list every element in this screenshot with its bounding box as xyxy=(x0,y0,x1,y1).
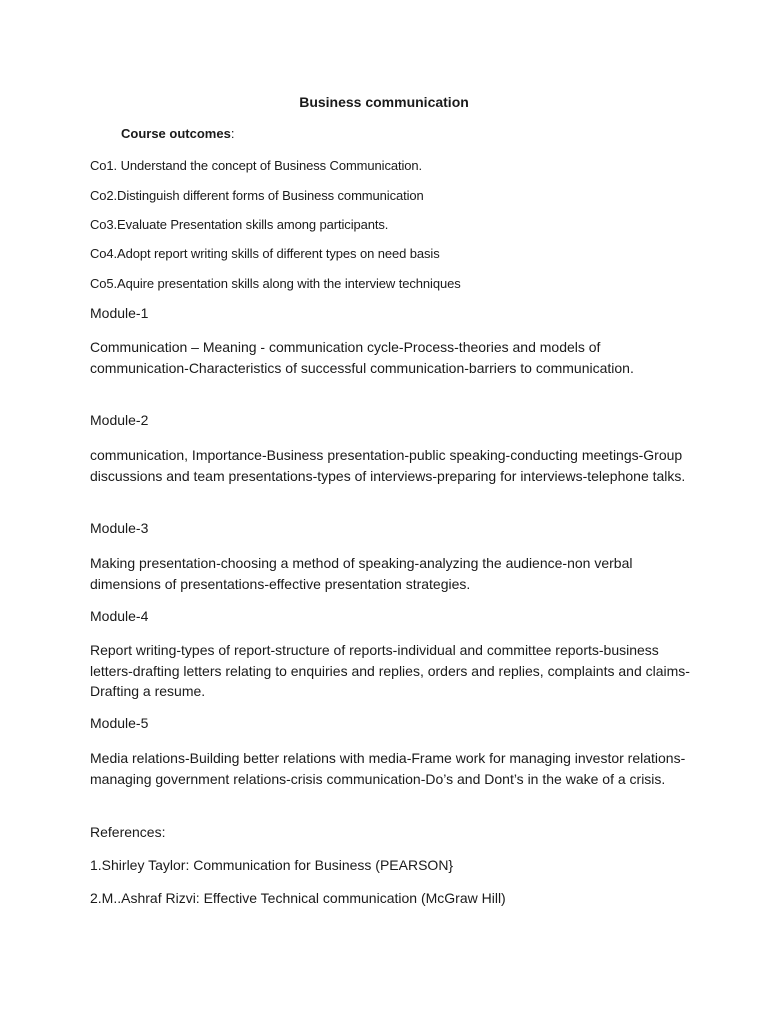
outcome-item: Co3.Evaluate Presentation skills among participants. xyxy=(90,217,389,232)
reference-item: 1.Shirley Taylor: Communication for Business (PEARSON} xyxy=(90,857,454,873)
outcome-item: Co1. Understand the concept of Business Communication. xyxy=(90,158,423,173)
module-description: communication, Importance-Business presentation-public speaking-conducting meetings-Group discussions and team presentations-types of interviews-preparing for interviews-telephone talks. xyxy=(90,447,686,484)
module-heading: Module-5 xyxy=(90,715,149,731)
module-heading: Module-4 xyxy=(90,608,149,624)
outcomes-heading-colon: : xyxy=(230,126,235,141)
outcome-item: Co4.Adopt report writing skills of different types on need basis xyxy=(90,246,440,261)
outcome-item: Co2.Distinguish different forms of Business communication xyxy=(90,188,424,203)
outcomes-heading xyxy=(121,126,234,141)
module-description: Media relations-Building better relations with media-Frame work for managing investor relations-managing government relations-crisis communication-Do’s and Dont’s in the wake of a crisis. xyxy=(90,750,686,787)
module-description: Making presentation-choosing a method of speaking-analyzing the audience-non verbal dimensions of presentations-effective presentation strategies. xyxy=(90,555,633,592)
module-heading: Module-2 xyxy=(90,412,149,428)
references-heading: References: xyxy=(90,824,166,840)
outcomes-heading-label: Course outcomes xyxy=(121,126,231,141)
outcome-item: Co5.Aquire presentation skills along with the interview techniques xyxy=(90,276,461,291)
page-title: Business communication xyxy=(299,94,469,110)
module-description: Communication – Meaning - communication cycle-Process-theories and models of communication-Characteristics of successful communication-barriers to communication. xyxy=(90,339,634,376)
module-heading: Module-3 xyxy=(90,520,149,536)
module-heading: Module-1 xyxy=(90,305,149,321)
reference-item: 2.M..Ashraf Rizvi: Effective Technical communication (McGraw Hill) xyxy=(90,890,506,906)
module-description: Report writing-types of report-structure of reports-individual and committee reports-business letters-drafting letters relating to enquiries and replies, orders and replies, complaints and claims-Drafting a resume. xyxy=(90,642,690,699)
